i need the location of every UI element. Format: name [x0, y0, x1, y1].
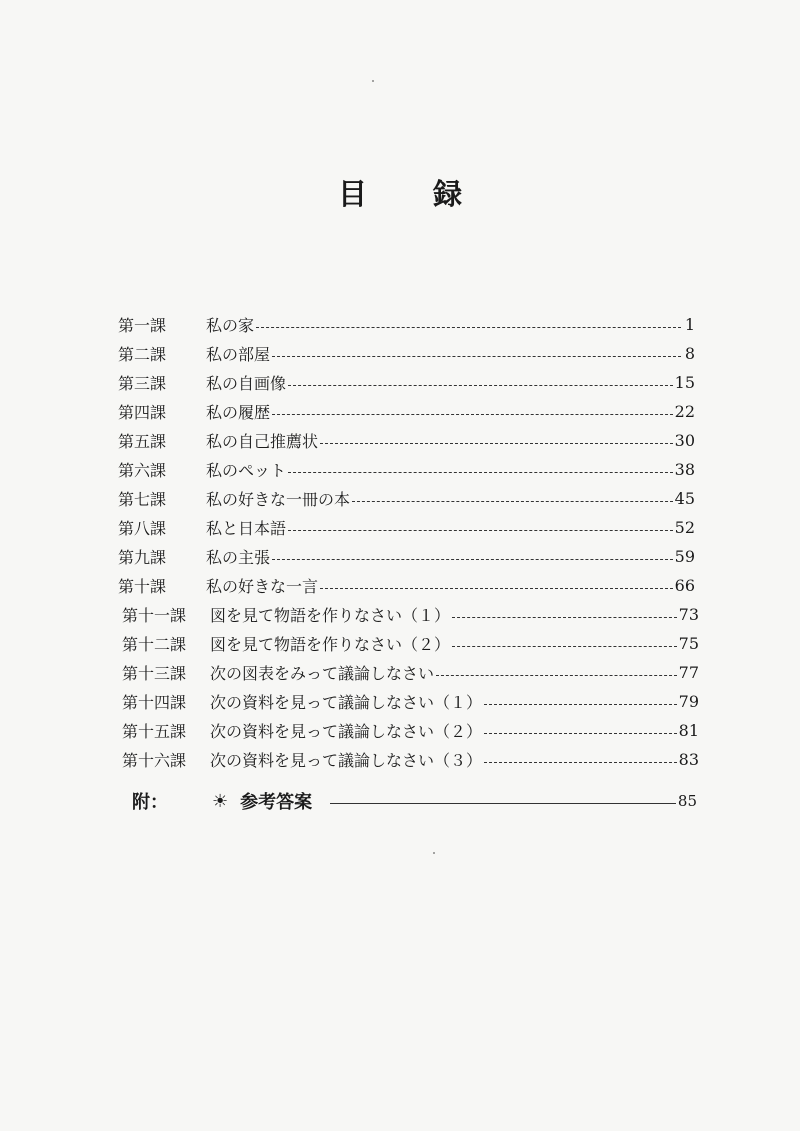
lesson-number: 第一課: [118, 315, 167, 335]
title-char-left: 目: [337, 177, 367, 211]
paper-speck: [433, 852, 435, 854]
lesson-title: 私と日本語: [206, 518, 287, 538]
lesson-number: 第十課: [118, 576, 167, 596]
toc-entry[interactable]: [122, 717, 699, 743]
dot-leader: [452, 645, 677, 647]
toc-entry[interactable]: [122, 746, 699, 772]
toc-entry[interactable]: [118, 543, 695, 569]
lesson-number: 第十五課: [122, 721, 187, 741]
paper-speck: [372, 80, 374, 82]
toc-entry[interactable]: [118, 340, 695, 366]
lesson-title: 私のペット: [206, 460, 287, 480]
lesson-number: 第五課: [118, 431, 167, 451]
lesson-number: 第六課: [118, 460, 167, 480]
dot-leader: [320, 442, 673, 444]
page-number: 45: [674, 488, 695, 508]
dot-leader: [288, 384, 673, 386]
lesson-number: 第三課: [118, 373, 167, 393]
lesson-title: 私の主張: [206, 547, 271, 567]
dot-leader: [484, 732, 677, 734]
dot-leader: [320, 587, 673, 589]
lesson-title: 次の資料を見って議論しなさい（１）: [210, 692, 483, 712]
appendix-title: 参考答案: [240, 792, 313, 813]
lesson-title: 図を見て物語を作りなさい（１）: [210, 605, 451, 625]
toc-entry[interactable]: [118, 456, 695, 482]
lesson-number: 第七課: [118, 489, 167, 509]
page-number: 1: [684, 314, 695, 334]
page-number: 8: [684, 343, 695, 363]
appendix-page-number: 85: [677, 792, 697, 810]
page-number: 73: [678, 604, 699, 624]
toc-entry[interactable]: [118, 485, 695, 511]
page-number: 59: [674, 546, 695, 566]
lesson-title: 図を見て物語を作りなさい（２）: [210, 634, 451, 654]
appendix-label: 附：: [132, 792, 168, 813]
lesson-title: 次の資料を見って議論しなさい（３）: [210, 750, 483, 770]
dot-leader: [272, 355, 681, 357]
dot-leader: [288, 529, 673, 531]
lesson-title: 私の履歴: [206, 402, 271, 422]
page-number: 83: [678, 749, 699, 769]
appendix-entry[interactable]: [132, 787, 697, 815]
lesson-title: 次の資料を見って議論しなさい（２）: [210, 721, 483, 741]
title-char-right: 録: [433, 177, 463, 211]
lesson-number: 第四課: [118, 402, 167, 422]
lesson-number: 第八課: [118, 518, 167, 538]
page-number: 22: [674, 401, 695, 421]
page-number: 38: [674, 459, 695, 479]
lesson-number: 第二課: [118, 344, 167, 364]
lesson-number: 第十一課: [122, 605, 187, 625]
dot-leader: [452, 616, 677, 618]
toc-entry[interactable]: [118, 369, 695, 395]
lesson-title: 私の自画像: [206, 373, 287, 393]
toc-entry[interactable]: [122, 688, 699, 714]
page-number: 77: [678, 662, 699, 682]
dot-leader: [272, 558, 673, 560]
lesson-title: 私の自己推薦状: [206, 431, 319, 451]
lesson-title: 次の図表をみって議論しなさい: [210, 663, 435, 683]
toc-entry[interactable]: [118, 311, 695, 337]
page-number: 81: [678, 720, 699, 740]
page-number: 66: [674, 575, 695, 595]
page-number: 15: [674, 372, 695, 392]
dot-leader: [484, 761, 677, 763]
page-number: 75: [678, 633, 699, 653]
dot-leader: [352, 500, 673, 502]
dot-leader: [436, 674, 677, 676]
dot-leader: [330, 802, 676, 804]
toc-entry[interactable]: [118, 572, 695, 598]
lesson-title: 私の好きな一冊の本: [206, 489, 351, 509]
toc-entry[interactable]: [122, 601, 699, 627]
toc-entry[interactable]: [122, 630, 699, 656]
sun-icon: ☀: [212, 790, 229, 812]
dot-leader: [288, 471, 673, 473]
page-number: 52: [674, 517, 695, 537]
toc-entry[interactable]: [118, 514, 695, 540]
lesson-title: 私の家: [206, 315, 255, 335]
lesson-title: 私の部屋: [206, 344, 271, 364]
lesson-number: 第九課: [118, 547, 167, 567]
lesson-number: 第十六課: [122, 750, 187, 770]
dot-leader: [484, 703, 677, 705]
lesson-number: 第十四課: [122, 692, 187, 712]
lesson-number: 第十二課: [122, 634, 187, 654]
lesson-title: 私の好きな一言: [206, 576, 319, 596]
toc-entry[interactable]: [122, 659, 699, 685]
page-number: 79: [678, 691, 699, 711]
dot-leader: [272, 413, 673, 415]
toc-entry[interactable]: [118, 398, 695, 424]
toc-entry[interactable]: [118, 427, 695, 453]
page-number: 30: [674, 430, 695, 450]
lesson-number: 第十三課: [122, 663, 187, 683]
dot-leader: [256, 326, 681, 328]
